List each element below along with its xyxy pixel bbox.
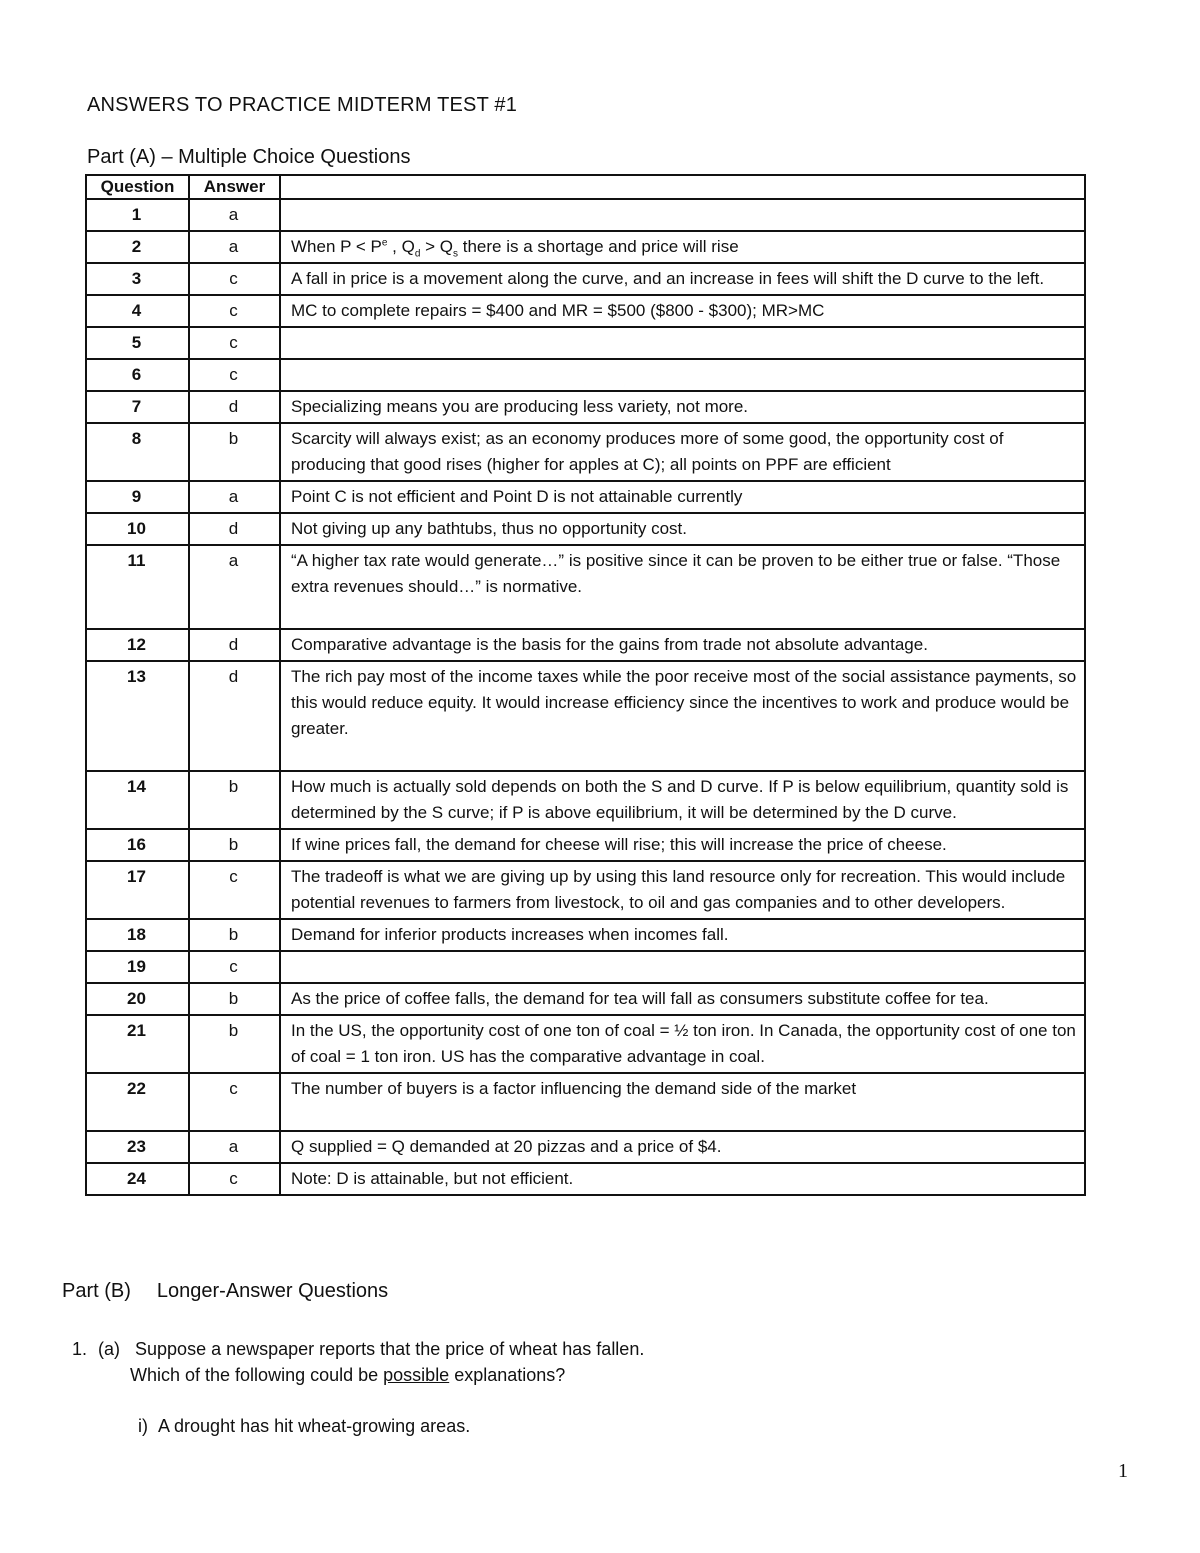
question-number: 17 [86,861,189,919]
header-question: Question [86,175,189,199]
question-number: 12 [86,629,189,661]
answer-letter: d [189,661,280,771]
answer-explanation: Demand for inferior products increases when incomes fall. [280,919,1085,951]
answer-letter: a [189,481,280,513]
answer-explanation: Comparative advantage is the basis for the gains from trade not absolute advantage. [280,629,1085,661]
answer-letter: c [189,295,280,327]
table-row [86,861,1085,919]
answer-explanation: As the price of coffee falls, the demand for tea will fall as consumers substitute coffee for tea. [280,983,1085,1015]
table-row [86,951,1085,983]
answer-explanation: “A higher tax rate would generate…” is positive since it can be proven to be either true or false. “Those extra revenues should…” is normative. [280,545,1085,629]
table-header-row [86,175,1085,199]
answer-explanation: In the US, the opportunity cost of one ton of coal = ½ ton iron. In Canada, the opportunity cost of one ton of coal = 1 ton iron. US has the comparative advantage in coal. [280,1015,1085,1073]
answer-letter: b [189,919,280,951]
question-number: 13 [86,661,189,771]
table-row [86,1131,1085,1163]
question-number: 3 [86,263,189,295]
answer-letter: d [189,391,280,423]
question-1 [72,1336,644,1388]
question-number: 11 [86,545,189,629]
explanation-fragment: there is a shortage and price will rise [458,237,739,256]
answer-explanation [280,951,1085,983]
question-1-text: Suppose a newspaper reports that the price of wheat has fallen. [135,1339,645,1359]
explanation-fragment: e [381,237,388,249]
answer-letter: d [189,629,280,661]
explanation-fragment: When P < P [291,237,382,256]
prompt-post: explanations? [449,1365,566,1385]
answer-explanation: Note: D is attainable, but not efficient. [280,1163,1085,1195]
answers-table [85,174,1086,1196]
table-row [86,661,1085,771]
answer-letter: c [189,1073,280,1131]
answer-explanation [280,199,1085,231]
prompt-underlined: possible [383,1365,450,1385]
question-1-number: 1. [72,1339,88,1359]
question-number: 20 [86,983,189,1015]
question-number: 23 [86,1131,189,1163]
question-number: 18 [86,919,189,951]
question-number: 16 [86,829,189,861]
table-row [86,1073,1085,1131]
part-b-label: Part (B) [62,1280,131,1302]
answer-letter: c [189,861,280,919]
question-number: 6 [86,359,189,391]
answer-explanation: The number of buyers is a factor influencing the demand side of the market [280,1073,1085,1131]
question-number: 2 [86,231,189,263]
answer-explanation: MC to complete repairs = $400 and MR = $500 ($800 - $300); MR>MC [280,295,1085,327]
answer-explanation: Point C is not efficient and Point D is not attainable currently [280,481,1085,513]
question-number: 19 [86,951,189,983]
question-number: 21 [86,1015,189,1073]
table-row [86,359,1085,391]
document-title: ANSWERS TO PRACTICE MIDTERM TEST #1 [87,94,518,116]
table-row [86,771,1085,829]
answer-letter: c [189,951,280,983]
table-row [86,263,1085,295]
answer-letter: a [189,199,280,231]
question-number: 9 [86,481,189,513]
answer-explanation [280,359,1085,391]
question-1-option-i [138,1416,470,1437]
answer-explanation: If wine prices fall, the demand for cheese will rise; this will increase the price of cheese. [280,829,1085,861]
answer-letter: c [189,359,280,391]
question-1-part: (a) [98,1339,120,1359]
answer-explanation: How much is actually sold depends on both the S and D curve. If P is below equilibrium, quantity sold is determined by the S curve; if P is above equilibrium, it will be determined by the D curve. [280,771,1085,829]
answer-letter: d [189,513,280,545]
answer-letter: b [189,771,280,829]
table-row [86,545,1085,629]
answer-explanation: The rich pay most of the income taxes while the poor receive most of the social assistance payments, so this would reduce equity. It would increase efficiency since the incentives to work and produce would be greater. [280,661,1085,771]
question-number: 4 [86,295,189,327]
table-row [86,919,1085,951]
answer-explanation [280,327,1085,359]
table-row [86,983,1085,1015]
table-row [86,391,1085,423]
page-number: 1 [1118,1460,1128,1482]
question-number: 5 [86,327,189,359]
answer-explanation [280,231,1085,263]
explanation-fragment: d [414,248,421,260]
prompt-pre: Which of the following could be [130,1365,384,1385]
question-number: 24 [86,1163,189,1195]
table-row [86,1163,1085,1195]
answer-letter: c [189,263,280,295]
table-row [86,1015,1085,1073]
answer-letter: c [189,327,280,359]
header-answer: Answer [189,175,280,199]
part-b-heading [62,1280,388,1303]
table-row [86,513,1085,545]
explanation-fragment: s [453,248,459,260]
table-row [86,295,1085,327]
answer-letter: b [189,829,280,861]
option-i-text: A drought has hit wheat-growing areas. [158,1416,471,1436]
header-explanation [280,175,1085,199]
table-row [86,199,1085,231]
explanation-fragment: , Q [387,237,415,256]
answer-explanation: Scarcity will always exist; as an economy produces more of some good, the opportunity cost of producing that good rises (higher for apples at C); all points on PPF are efficient [280,423,1085,481]
explanation-fragment: > Q [420,237,454,256]
table-row [86,423,1085,481]
answer-letter: b [189,983,280,1015]
table-row [86,829,1085,861]
answer-explanation: The tradeoff is what we are giving up by using this land resource only for recreation. This would include potential revenues to farmers from livestock, to oil and gas companies and to other developers. [280,861,1085,919]
answer-explanation: Q supplied = Q demanded at 20 pizzas and a price of $4. [280,1131,1085,1163]
answer-explanation: Specializing means you are producing less variety, not more. [280,391,1085,423]
answer-explanation: Not giving up any bathtubs, thus no opportunity cost. [280,513,1085,545]
question-number: 8 [86,423,189,481]
answer-letter: a [189,231,280,263]
table-row [86,327,1085,359]
answer-letter: c [189,1163,280,1195]
answer-letter: a [189,1131,280,1163]
table-row [86,231,1085,263]
answer-letter: b [189,1015,280,1073]
question-number: 10 [86,513,189,545]
part-a-heading: Part (A) – Multiple Choice Questions [87,146,411,168]
question-1-prompt [72,1362,644,1388]
question-number: 14 [86,771,189,829]
question-number: 1 [86,199,189,231]
answer-letter: a [189,545,280,629]
answer-letter: b [189,423,280,481]
question-number: 22 [86,1073,189,1131]
part-b-title: Longer-Answer Questions [156,1280,389,1302]
question-number: 7 [86,391,189,423]
option-i-label: i) [138,1416,148,1436]
table-row [86,481,1085,513]
table-body [86,199,1085,1195]
table-row [86,629,1085,661]
answer-explanation: A fall in price is a movement along the curve, and an increase in fees will shift the D curve to the left. [280,263,1085,295]
